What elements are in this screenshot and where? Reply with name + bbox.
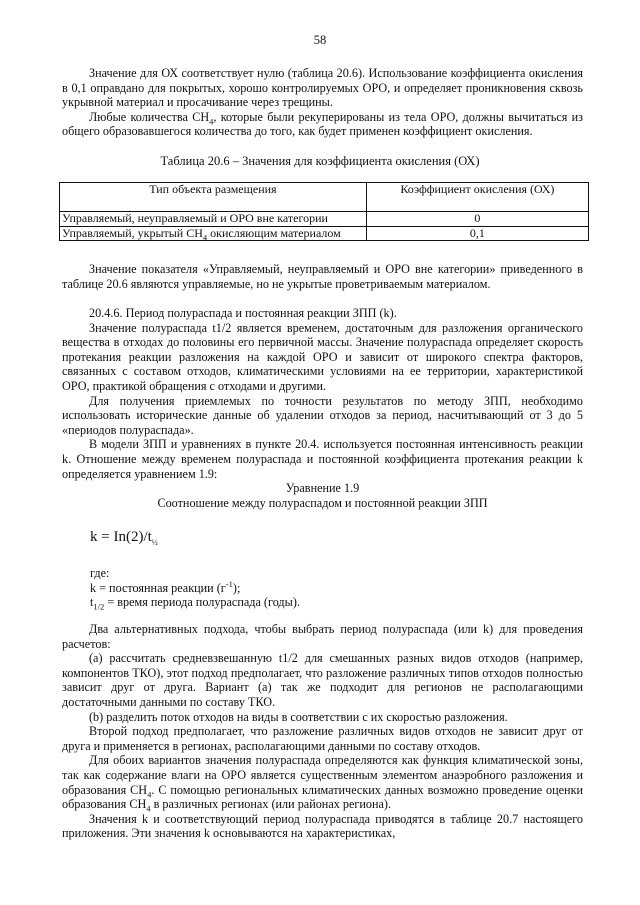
oxidation-factor-table <box>59 182 589 241</box>
legend <box>90 566 570 610</box>
row1-type: Управляемый, неуправляемый и ОРО вне категории <box>60 212 367 227</box>
approach-a: (а) рассчитать средневзвешанную t1/2 для смешанных разных видов отходов (например, компонентов ТКО), этот подход предполагает, что разложение различных типов отходов полностью зависит друг от друга. Вариант (а) так же подходит для регионов не располагающими достаточными данными по составу ТКО. <box>62 651 583 709</box>
approaches-section <box>62 622 583 841</box>
table-caption: Таблица 20.6 – Значения для коэффициента окисления (ОХ) <box>160 154 480 168</box>
approach-b: (b) разделить поток отходов на виды в соответствии с их скоростью разложения. <box>89 709 508 724</box>
legend-where: где: <box>90 566 110 580</box>
legend-k: k = постоянная реакции $(г^{-1})$; <box>90 578 241 595</box>
intro-section <box>62 66 583 139</box>
section-paragraph-3: В модели ЗПП и уравнениях в пункте 20.4. используется постоянная интенсивность реакции k. Отношение между временем полураспада и постоянной коэффициента протекания реакции k определяется уравнением 1.9: <box>62 437 583 481</box>
approaches-paragraph-4: Значения k и соответствующий период полураспада приводятся в таблице 20.7 настоящего приложения. Эти значения k основываются на характеристиках, <box>62 811 583 841</box>
equation-label: Уравнение 1.9 <box>285 481 360 496</box>
equation-formula: $k = In(2)/t_{\frac{1}{2}}$ <box>90 529 158 547</box>
approaches-paragraph-3: Для обоих вариантов значения полураспада определяются как функция климатической зоны, так как содержание влаги на ОРО является существенным элементом анаэробного разложения и образования $CH_4$. С помощью региональных климатических данных возможно проведение оценки образования $CH_4$ в различных регионах (или районах региона). <box>62 753 584 814</box>
equation-title: Соотношение между полураспадом и постоянной реакции ЗПП <box>157 495 488 510</box>
row1-value: 0 <box>366 212 588 227</box>
half-life-section <box>62 306 583 510</box>
page-number: 58 <box>313 33 327 47</box>
approaches-paragraph-2: Второй подход предполагает, что разложение различных видов отходов не зависит друг от друга и применяется в регионах, располагающими данными по составу отходов. <box>62 724 583 753</box>
table-row <box>60 212 589 227</box>
table-row <box>60 226 589 241</box>
header-type: Тип объекта размещения <box>60 183 367 212</box>
after-table-paragraph: Значение показателя «Управляемый, неуправляемый и ОРО вне категории» приведенного в таблице 20.6 являются управляемые, но не укрытые проветриваемым материалом. <box>62 262 583 291</box>
after-table-section <box>62 262 583 291</box>
intro-paragraph-1: Значение для ОХ соответствует нулю (таблица 20.6). Использование коэффициента окисления в 0,1 оправдано для покрытых, хорошо контролируемых ОРО, и определяет проникновения сквозь укрывной материал и просачивание через трещины. <box>62 66 583 110</box>
section-paragraph-1: Значение полураспада t1/2 является временем, достаточным для разложения органического вещества в отходах до половины его первичной массы. Значение полураспада определяет скорость протекания реакции разложения на каждой ОРО и зависит от широкого спектра факторов, связанных с составом отходов, климатическими условиями на ее территории, характеристикой ОРО, практикой обращения с отходами и другими. <box>62 320 583 393</box>
row2-type: Управляемый, укрытый $CH_4$ окисляющим материалом <box>60 226 367 241</box>
header-coefficient: Коэффициент окисления (ОХ) <box>366 183 588 212</box>
approaches-intro: Два альтернативных подхода, чтобы выбрать период полураспада (или k) для проведения расчетов: <box>62 622 583 651</box>
section-heading: 20.4.6. Период полураспада и постоянная реакции ЗПП (k). <box>89 306 397 320</box>
row2-value: 0,1 <box>366 226 588 241</box>
section-paragraph-2: Для получения приемлемых по точности результатов по методу ЗПП, необходимо использовать исторические данные об удалении отходов за период, насчитывающий от 3 до 5 «периодов полураспада». <box>62 393 583 437</box>
table-header-row <box>60 183 589 212</box>
legend-t: $t_{1/2}$ = время периода полураспада (годы). <box>90 595 300 612</box>
intro-paragraph-2: Любые количества $CH_4$, которые были рекуперированы из тела ОРО, должны вычитаться из общего образовавшегося количества до того, как будет применен коэффициент окисления. <box>62 109 583 139</box>
